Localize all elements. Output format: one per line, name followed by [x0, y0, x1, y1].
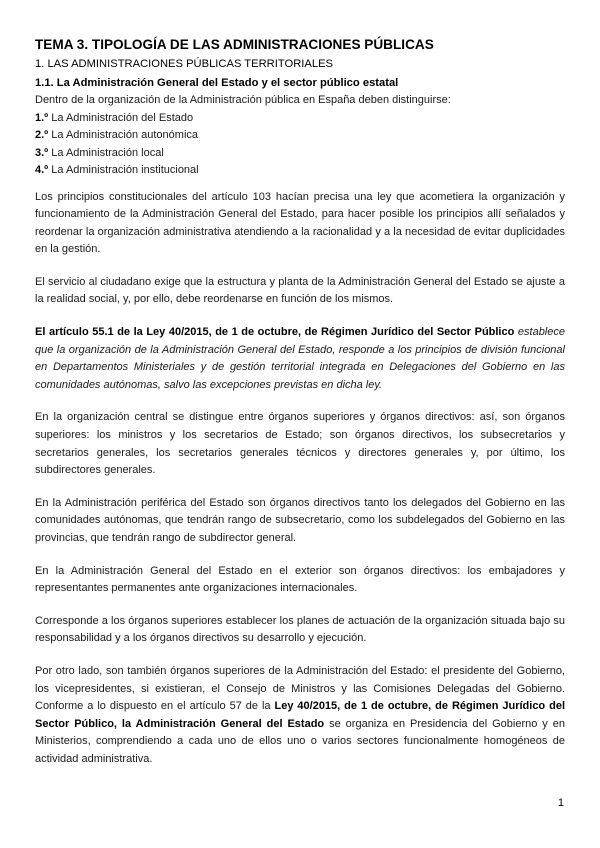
paragraph-text: se organiza en Presidencia del Gobierno y en Ministerios, comprendiendo a cada uno de ellos uno o varios sectores funcionalmente homogéneos de actividad administrativa.: [35, 717, 566, 765]
list-item-text: La Administración institucional: [48, 164, 199, 176]
paragraph-responsibilities: Corresponde a los órganos superiores establecer los planes de actuación de la organización situada bajo su responsabilidad y a los órganos directivos su desarrollo y ejecución.: [35, 614, 565, 645]
intro-text: Dentro de la organización de la Administración pública en España deben distinguirse:: [35, 94, 451, 106]
list-item: [35, 127, 565, 145]
document-page: [35, 36, 565, 784]
list-item: [35, 162, 565, 180]
paragraph-principles: Los principios constitucionales del artículo 103 hacían precisa una ley que acometiera la organización y funcionamiento de la Administración General del Estado, para hacer posible los principios allí señalados y reordenar la organización administrativa atendiendo a la racionalidad y a la necesidad de evitar duplicidades en la gestión.: [35, 190, 565, 256]
paragraph-peripheral: En la Administración periférica del Estado son órganos directivos tanto los delegados del Gobierno en las comunidades autónomas, que tendrán rango de subsecretario, como los subdelegados del Gobierno en las provincias, que tendrán rango de subdirector general.: [35, 496, 565, 544]
list-item-number: 2.º: [35, 129, 49, 141]
list-item: [35, 145, 565, 163]
list-item-number: 1.º: [35, 111, 49, 124]
law-reference: Ley 40/2015, de 1 de octubre, de Régimen Jurídico del Sector Público, la Administración General del Estado: [35, 700, 566, 730]
paragraph-text: Por otro lado, son también órganos superiores de la Administración del Estado: el presidente del Gobierno, los vicepresidentes, si existieran, el Consejo de Ministros y las Comisiones Delegadas del Gobierno. Conforme a lo dispuesto en el artículo 57 de la: [35, 664, 565, 713]
list-item: [35, 110, 565, 128]
list-item-text: La Administración del Estado: [48, 111, 194, 124]
law-reference: El artículo 55.1 de la Ley 40/2015, de 1 de octubre, de Régimen Jurídico del Sector Público: [35, 326, 515, 339]
paragraph-central-organization: En la organización central se distingue entre órganos superiores y órganos directivos: así, son órganos superiores: los ministros y los secretarios de Estado; son órganos directivos, los subsecretarios y secretarios generales, los secretarios generales técnicos y directores generales y, por último, los subdirectores generales.: [35, 411, 565, 477]
list-item-text: La Administración local: [48, 146, 164, 159]
list-item-number: 3.º: [35, 146, 49, 159]
paragraph-service: El servicio al ciudadano exige que la estructura y planta de la Administración General del Estado se ajuste a la realidad social, y, por ello, debe reordenarse en función de los mismos.: [35, 275, 565, 306]
law-quote: establece que la organización de la Administración General del Estado, responde a los principios de división funcional en Departamentos Ministeriales y de gestión territorial integrada en Delegaciones del Gobierno en las comunidades autónomas, salvo las excepciones previstas en dicha ley.: [35, 326, 565, 391]
list-item-text: La Administración autonómica: [48, 129, 199, 141]
subsection-heading: 1.1. La Administración General del Estado y el sector público estatal: [35, 77, 399, 89]
section-heading: 1. LAS ADMINISTRACIONES PÚBLICAS TERRITORIALES: [35, 58, 334, 70]
paragraph-article-55: [35, 324, 565, 394]
paragraph-exterior: En la Administración General del Estado en el exterior son órganos directivos: los embajadores y representantes permanentes ante organizaciones internacionales.: [35, 564, 565, 595]
page-title: TEMA 3. TIPOLOGÍA DE LAS ADMINISTRACIONES PÚBLICAS: [35, 37, 434, 52]
admin-list: [35, 110, 565, 180]
list-item-number: 4.º: [35, 164, 49, 176]
paragraph-superior-organs: [35, 663, 565, 769]
page-number: 1: [557, 797, 564, 809]
